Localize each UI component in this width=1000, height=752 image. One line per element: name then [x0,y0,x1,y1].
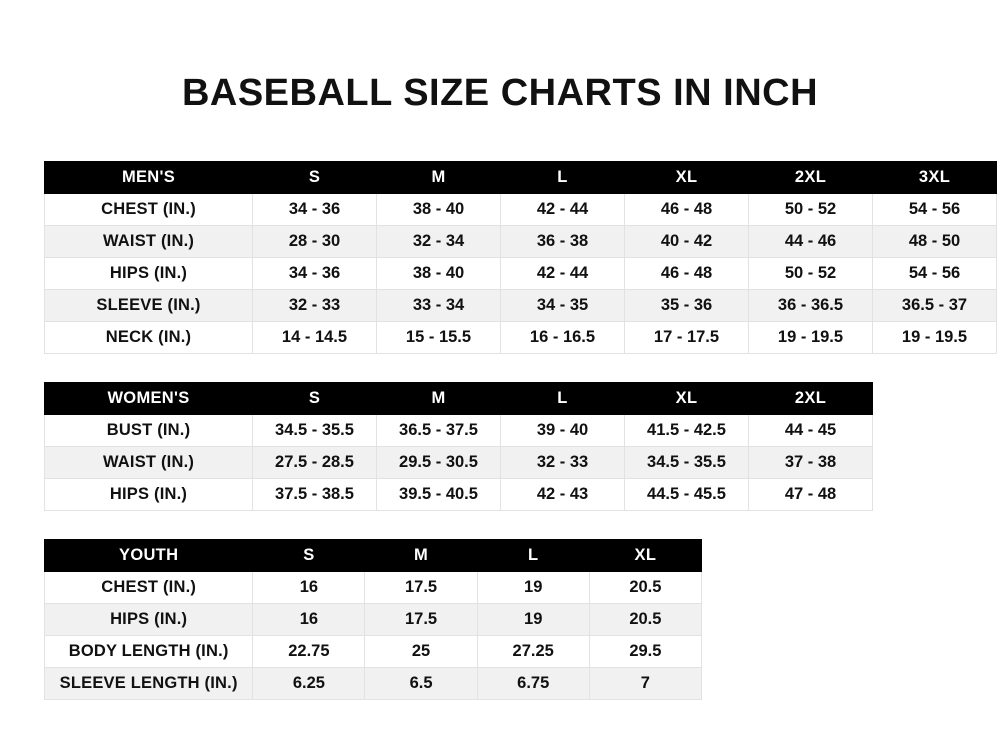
column-header-l: L [501,383,625,415]
cell-value: 35 - 36 [625,290,749,322]
cell-value: 36.5 - 37.5 [377,415,501,447]
cell-value: 42 - 44 [501,258,625,290]
table-row [45,290,997,322]
womens-size-table [44,382,873,511]
table-row [45,194,997,226]
column-header-m: M [377,383,501,415]
table-row [45,258,997,290]
table-header-row [45,540,702,572]
cell-value: 27.25 [477,636,589,668]
cell-value: 36.5 - 37 [873,290,997,322]
table-header-row [45,383,873,415]
youth-table-header [45,540,702,572]
column-header-category: MEN'S [45,162,253,194]
row-label: HIPS (IN.) [45,479,253,511]
cell-value: 29.5 - 30.5 [377,447,501,479]
cell-value: 42 - 43 [501,479,625,511]
table-row [45,604,702,636]
womens-table-body [45,415,873,511]
cell-value: 34.5 - 35.5 [253,415,377,447]
cell-value: 6.75 [477,668,589,700]
cell-value: 34 - 35 [501,290,625,322]
row-label: BUST (IN.) [45,415,253,447]
table-row [45,636,702,668]
row-label: CHEST (IN.) [45,572,253,604]
cell-value: 6.25 [253,668,365,700]
column-header-category: WOMEN'S [45,383,253,415]
cell-value: 38 - 40 [377,258,501,290]
cell-value: 50 - 52 [749,258,873,290]
mens-table-body [45,194,997,354]
cell-value: 44.5 - 45.5 [625,479,749,511]
cell-value: 16 [253,572,365,604]
cell-value: 48 - 50 [873,226,997,258]
cell-value: 50 - 52 [749,194,873,226]
cell-value: 6.5 [365,668,477,700]
table-spacer [44,354,1000,382]
cell-value: 37.5 - 38.5 [253,479,377,511]
cell-value: 16 [253,604,365,636]
column-header-2xl: 2XL [749,383,873,415]
cell-value: 47 - 48 [749,479,873,511]
column-header-3xl: 3XL [873,162,997,194]
cell-value: 40 - 42 [625,226,749,258]
mens-size-table [44,161,997,354]
column-header-m: M [377,162,501,194]
cell-value: 15 - 15.5 [377,322,501,354]
cell-value: 32 - 33 [501,447,625,479]
cell-value: 32 - 33 [253,290,377,322]
cell-value: 22.75 [253,636,365,668]
row-label: HIPS (IN.) [45,258,253,290]
table-row [45,447,873,479]
table-row [45,226,997,258]
cell-value: 39.5 - 40.5 [377,479,501,511]
womens-table-header [45,383,873,415]
cell-value: 39 - 40 [501,415,625,447]
table-header-row [45,162,997,194]
row-label: SLEEVE LENGTH (IN.) [45,668,253,700]
column-header-xl: XL [625,383,749,415]
column-header-m: M [365,540,477,572]
table-row [45,572,702,604]
cell-value: 17.5 [365,604,477,636]
row-label: SLEEVE (IN.) [45,290,253,322]
cell-value: 19 - 19.5 [749,322,873,354]
cell-value: 19 - 19.5 [873,322,997,354]
cell-value: 34.5 - 35.5 [625,447,749,479]
table-row [45,668,702,700]
cell-value: 46 - 48 [625,258,749,290]
table-spacer [44,511,1000,539]
cell-value: 54 - 56 [873,194,997,226]
youth-size-table [44,539,702,700]
mens-table-header [45,162,997,194]
cell-value: 14 - 14.5 [253,322,377,354]
cell-value: 20.5 [589,572,701,604]
cell-value: 19 [477,604,589,636]
cell-value: 41.5 - 42.5 [625,415,749,447]
cell-value: 17.5 [365,572,477,604]
column-header-s: S [253,540,365,572]
table-row [45,479,873,511]
cell-value: 44 - 45 [749,415,873,447]
cell-value: 27.5 - 28.5 [253,447,377,479]
cell-value: 7 [589,668,701,700]
row-label: CHEST (IN.) [45,194,253,226]
cell-value: 36 - 38 [501,226,625,258]
column-header-xl: XL [625,162,749,194]
page-title: BASEBALL SIZE CHARTS IN INCH [181,72,819,114]
cell-value: 34 - 36 [253,258,377,290]
column-header-l: L [501,162,625,194]
youth-table-body [45,572,702,700]
cell-value: 46 - 48 [625,194,749,226]
column-header-s: S [253,383,377,415]
cell-value: 16 - 16.5 [501,322,625,354]
cell-value: 37 - 38 [749,447,873,479]
cell-value: 20.5 [589,604,701,636]
row-label: HIPS (IN.) [45,604,253,636]
table-row [45,322,997,354]
column-header-l: L [477,540,589,572]
cell-value: 28 - 30 [253,226,377,258]
cell-value: 34 - 36 [253,194,377,226]
column-header-s: S [253,162,377,194]
cell-value: 38 - 40 [377,194,501,226]
row-label: WAIST (IN.) [45,226,253,258]
cell-value: 29.5 [589,636,701,668]
row-label: BODY LENGTH (IN.) [45,636,253,668]
column-header-xl: XL [589,540,701,572]
table-row [45,415,873,447]
cell-value: 42 - 44 [501,194,625,226]
cell-value: 36 - 36.5 [749,290,873,322]
cell-value: 25 [365,636,477,668]
column-header-category: YOUTH [45,540,253,572]
cell-value: 33 - 34 [377,290,501,322]
cell-value: 19 [477,572,589,604]
cell-value: 32 - 34 [377,226,501,258]
row-label: NECK (IN.) [45,322,253,354]
cell-value: 17 - 17.5 [625,322,749,354]
cell-value: 54 - 56 [873,258,997,290]
cell-value: 44 - 46 [749,226,873,258]
column-header-2xl: 2XL [749,162,873,194]
size-tables [0,161,1000,700]
row-label: WAIST (IN.) [45,447,253,479]
